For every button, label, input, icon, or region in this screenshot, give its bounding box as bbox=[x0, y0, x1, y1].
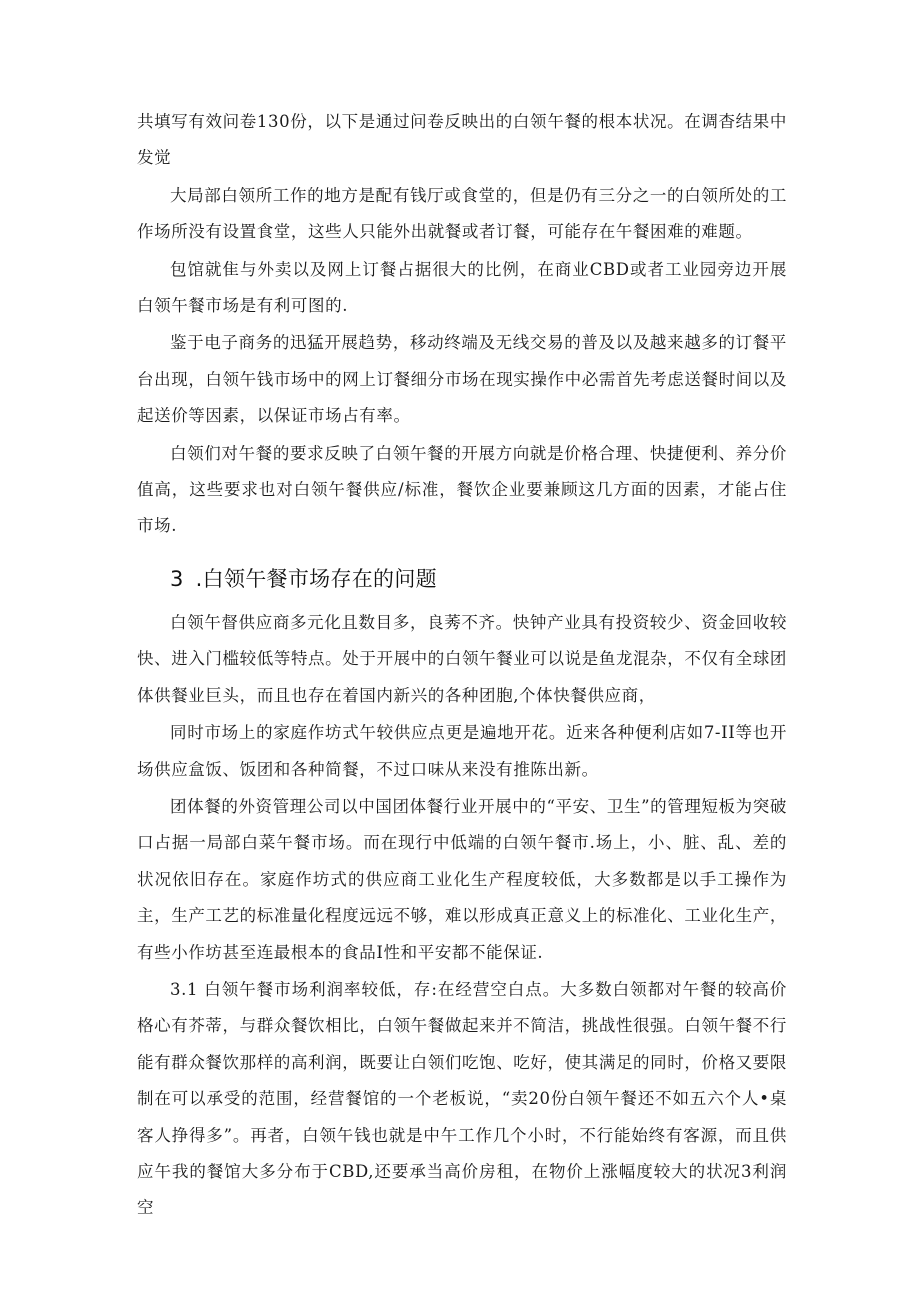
paragraph-catering: 团体餐的外资管理公司以中国团体餐行业开展中的“平安、卫生”的管理短板为突破口占据一局部白菜午餐市场。而在现行中低端的白领午餐市.场上，小、脏、乱、差的状况依旧存在。家庭作坊式的供应商工业化生产程度较低，大多数都是以手工操作为主，生产工艺的标准量化程度远远不够，难以形成真正意义上的标准化、工业化生产，有些小作坊甚至连最根本的食品I性和平安都不能保证. bbox=[137, 796, 787, 962]
section-title: .白领午餐市场存在的问题 bbox=[195, 566, 437, 591]
section-heading bbox=[137, 559, 787, 599]
paragraph-suppliers: 白领午督供应商多元化且数目多，良莠不齐。快钟产业具有投资较少、资金回收较快、进入门槛较低等特点。处于开展中的白领午餐业可以说是鱼龙混杂，不仅有全球团体供餐业巨头，而且也存在着国内新兴的各种团胞,个体快餐供应商， bbox=[137, 612, 787, 705]
paragraph-takeout: 包馆就隹与外卖以及网上订餐占据很大的比例，在商业CBD或者工业园旁边开展白领午餐市场是有利可图的. bbox=[137, 259, 787, 316]
paragraph-requirements: 白领们对午餐的要求反映了白领午餐的开展方向就是价格合理、快捷便利、养分价值高，这些要求也对白领午餐供应/标准，餐饮企业要兼顾这几方面的因素，才能占住市场. bbox=[137, 443, 787, 536]
document-body bbox=[137, 104, 787, 1228]
paragraph-ecommerce: 鉴于电子商务的迅猛开展趋势，移动终端及无线交易的普及以及越来越多的订餐平台出现，白领午钱市场中的网上订餐细分市场在现实操作中必需首先考虑送餐时间以及起送价等因素，以保证市场占有率。 bbox=[137, 333, 787, 426]
paragraph-survey-intro: 共填写有效问卷130份，以下是通过问卷反映出的白领午餐的根本状况。在调杳结果中发觉 bbox=[137, 112, 787, 168]
paragraph-workshops: 同时市场上的家庭作坊式午较供应点更是遍地开花。近来各种便利店如7-II等也开场供应盒饭、饭团和各种简餐，不过口味从来没有推陈出新。 bbox=[137, 723, 787, 779]
paragraph-profit: 3.1 白领午餐市场利润率较低，存:在经营空白点。大多数白领都对午餐的较高价格心有芥蒂，与群众餐饮相比，白领午餐做起来并不简洁，挑战性很强。白领午餐不行能有群众餐饮那样的高利润，既要让白领们吃饱、吃好，使其满足的同时，价格又要限制在可以承受的范围，经营餐馆的一个老板说，“卖20份白领午餐还不如五六个人•桌客人挣得多”。再者，白领午钱也就是中午工作几个小时，不行能始终有客源，而且供应午我的餐馆大多分布于CBD,还要承当高价房租，在物价上涨幅度较大的状况3利润空 bbox=[137, 979, 787, 1218]
section-number: 3 bbox=[170, 566, 184, 591]
paragraph-canteen: 大局部白领所工作的地方是配有钱厅或食堂的，但是仍有三分之一的白领所处的工作场所没有设置食堂，这些人只能外出就餐或者订餐，可能存在午餐困难的难题。 bbox=[137, 185, 787, 242]
